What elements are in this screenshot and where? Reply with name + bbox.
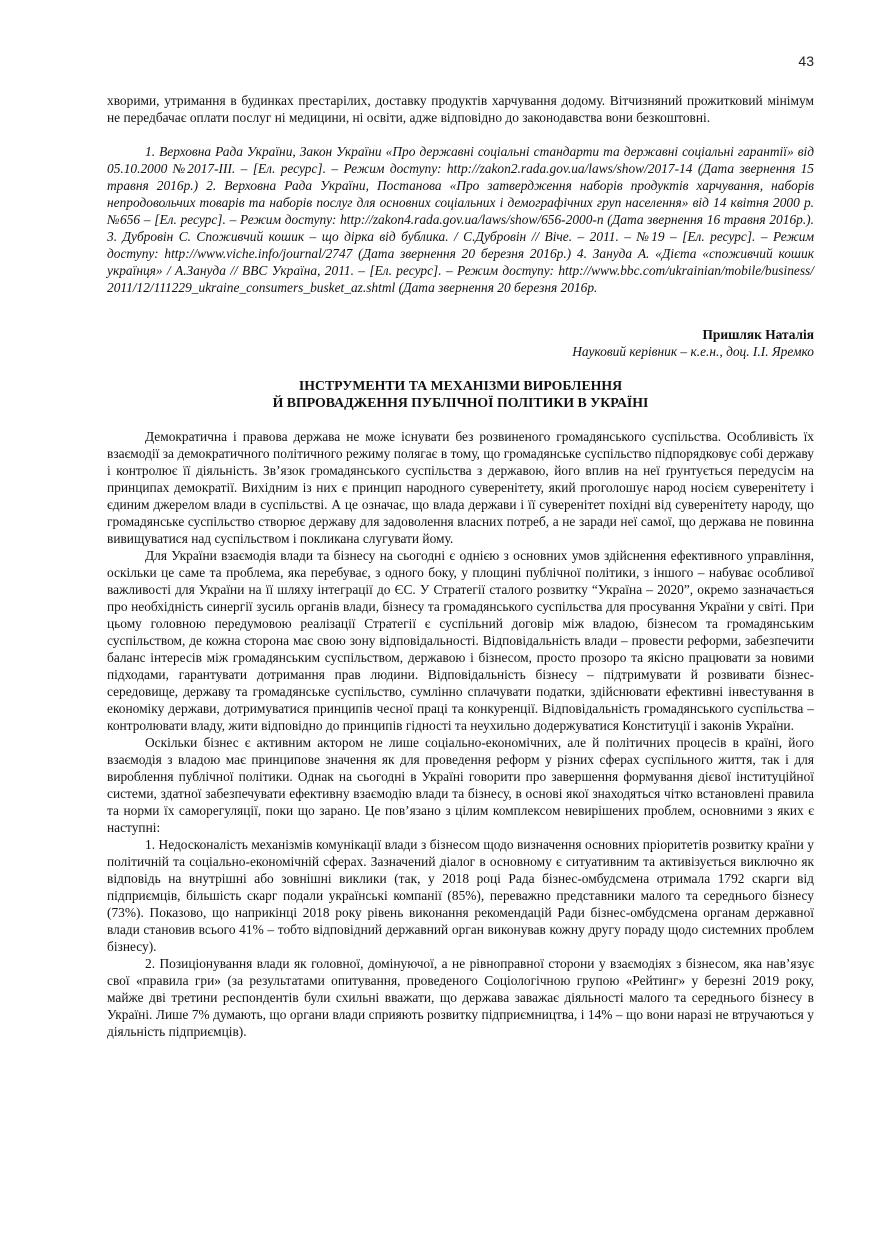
body-paragraph: Демократична і правова держава не може існувати без розвиненого громадянського суспільства. Особливість їх взаємодії за демократичного політичного режиму полягає в тому, що громадянське суспільство підпорядковує собі державу і контролює її діяльність. Зв’язок громадянського суспільства з державою, його вплив на неї ґрунтується передусім на принципах демократії. Вихідним із них є принцип народного суверенітету, який проголошує народ носієм суверенітету і єдиним джерелом влади в суспільстві. А це означає, що влада держави і її суверенітет похідні від суверенітету народу, що громадянське суспільство створює державу для задоволення власних потреб, а не заради неї самої, що держава не повинна вивищуватися над суспільством і покликана слугувати йому. [107,429,814,546]
author-block [107,326,814,360]
body-paragraph-numbered-1: 1. Недосконалість механізмів комунікації влади з бізнесом щодо визначення основних пріоритетів розвитку країни у політичній та соціально-економічній сферах. Зазначений діалог в основному є ситуативним та активізується виключно як відповідь на внутрішні або зовнішні виклики (так, у 2018 році Рада бізнес-омбудсмена отримала 1792 скарги від підприємців, більшість скарг подали українські компанії (85%), переважно представники малого та середнього бізнесу (73%). Показово, що наприкінці 2018 року рівень виконання рекомендацій Ради бізнес-омбудсмена органам державної влади становив всього 41% – тобто відповідний державний орган виконував кожну другу пораду щодо системних проблем бізнесу). [107,837,814,954]
body-paragraph-numbered-2: 2. Позиціонування влади як головної, домінуючої, а не рівноправної сторони у взаємодіях з бізнесом, яка нав’язує свої «правила гри» (за результатами опитування, проведеного Соціологічною групою «Рейтинг» у березні 2019 року, майже дві третини респондентів були схильні вважати, що держава заважає діяльності малого та середнього бізнесу в Україні. Лише 7% думають, що органи влади сприяють розвитку підприємництва, і 14% – що вони наразі не втручаються у діяльність підприємців). [107,956,814,1039]
supervisor-line: Науковий керівник – к.е.н., доц. І.І. Яремко [572,344,814,359]
intro-paragraph: хворими, утримання в будинках престарілих, доставку продуктів харчування додому. Вітчизняний прожитковий мінімум не передбачає оплати послуг ні медицини, ні освіти, адже відповідно до законодавства вони безкоштовні. [107,93,814,125]
body-paragraph: Для України взаємодія влади та бізнесу на сьогодні є однією з основних умов здійснення ефективного управління, оскільки це саме та проблема, яка перебуває, з одного боку, у площині публічної політики, з іншого – набуває особливої важливості для України на її шляху інтеграції до ЄС. У Стратегії сталого розвитку “Україна – 2020”, окремо зазначається про необхідність синергії зусиль органів влади, бізнесу та громадянського суспільства для просування України у світі. При цьому головною передумовою реалізації Стратегії є суспільний договір між владою, бізнесом та громадянським суспільством, де кожна сторона має свою зону відповідальності. Відповідальність влади – провести реформи, забезпечити баланс інтересів між громадянським суспільством, державою і бізнесом, просто прозоро та якісно працювати за новими підходами, гарантувати дотримання прав людини. Відповідальність бізнесу – підтримувати й розвивати бізнес-середовище, державу та громадянське суспільство, сумлінно сплачувати податки, здійснювати ефективні інвестування в економіку держави, дотримуватися принципів чесної праці та конкуренції. Відповідальність громадянського суспільства – контролювати владу, жити відповідно до принципів гідності та неухильно додержуватися Конституції і законів України. [107,548,814,733]
body-paragraph: Оскільки бізнес є активним актором не лише соціально-економічних, але й політичних процесів в країні, його взаємодія з владою має принципове значення як для проведення реформ у різних сферах суспільного життя, так і для вироблення публічної політики. Однак на сьогодні в Україні говорити про завершення формування дієвої інституційної системи, здатної забезпечувати ефективну взаємодію влади та бізнесу, в основі якої знаходяться чітко встановлені правила та норми їх саморегуляції, поки що зарано. Це пов’язано з цілим комплексом невирішених проблем, основними з яких є наступні: [107,735,814,835]
author-name: Пришляк Наталія [702,327,814,342]
article-title-line-1: ІНСТРУМЕНТИ ТА МЕХАНІЗМИ ВИРОБЛЕННЯ [298,378,623,393]
article-title [107,377,814,411]
article-title-line-2: Й ВПРОВАДЖЕННЯ ПУБЛІЧНОЇ ПОЛІТИКИ В УКРАЇНІ [272,395,649,410]
references-list: 1. Верховна Рада України, Закон України «Про державні соціальні стандарти та державні соціальні гарантії» від 05.10.2000 №2017-ІІІ. – [Ел. ресурс]. – Режим доступу: http://zakon2.rada.gov.ua/laws/show/2017-14 (Дата звернення 15 травня 2016р.) 2. Верховна Рада України, Постанова «Про затвердження наборів продуктів харчування, наборів непродовольчих товарів та наборів послуг для основних соціальних і демографічних груп населення» від 14 квітня 2000 р. №656 – [Ел. ресурс]. – Режим доступу: http://zakon4.rada.gov.ua/laws/show/656-2000-п (Дата звернення 16 травня 2016р.). 3. Дубровін С. Споживчий кошик – що дірка від бублика. / С.Дубровін // Віче. – 2011. – №19 – [Ел. ресурс]. – Режим доступу: http://www.viche.info/journal/2747 (Дата звернення 20 березня 2016р.) 4. Зануда А. «Дієта «споживчий кошик українця» / А.Зануда // BBC Україна, 2011. – [Ел. ресурс]. – Режим доступу: http://www.bbc.com/ukrainian/mobile/business/ 2011/12/111229_ukraine_consumers_busket_az.shtml (Дата звернення 20 березня 2016р. [107,144,814,295]
page-content [107,92,814,1040]
page-number: 43 [798,53,814,69]
